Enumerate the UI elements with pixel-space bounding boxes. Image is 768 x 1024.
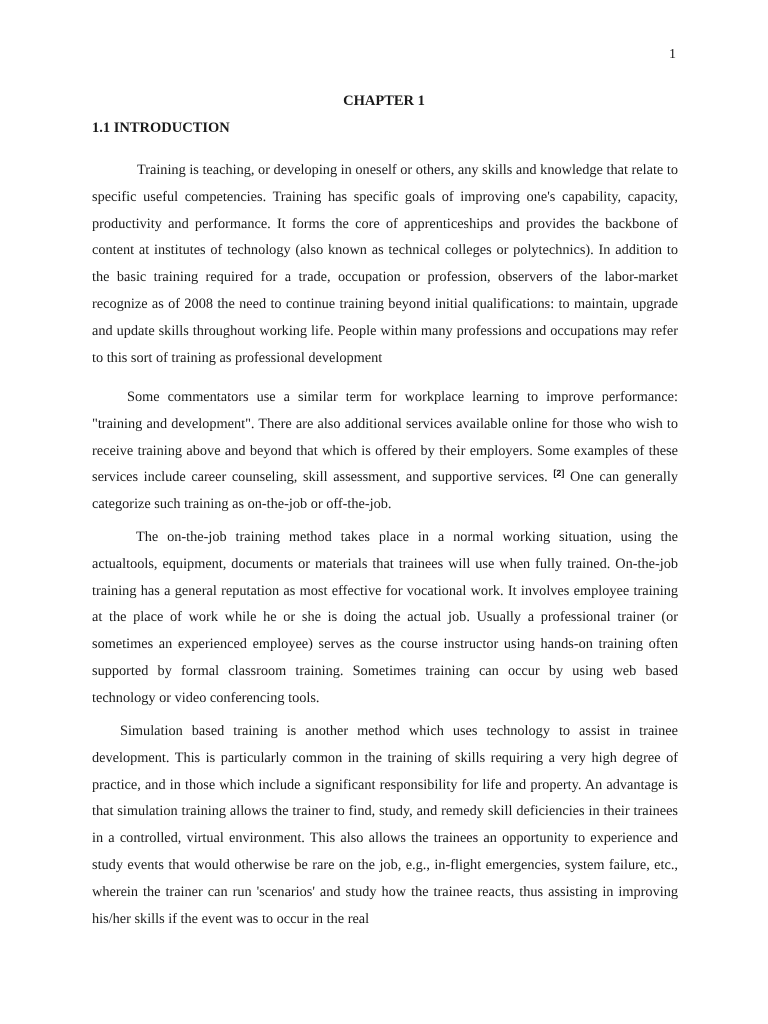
page-number: 1 bbox=[669, 47, 676, 62]
paragraph-on-the-job-training: The on-the-job training method takes place in a normal working situation, using the actualtools, equipment, documents or materials that trainees will use when fully trained. On-the-job training has a general reputation as most effective for vocational work. It involves employee training at the place of work while he or she is doing the actual job. Usually a professional trainer (or sometimes an experienced employee) serves as the course instructor using hands-on training often supported by formal classroom training. Sometimes training can occur by using web based technology or video conferencing tools. bbox=[92, 529, 678, 706]
section-heading: 1.1 INTRODUCTION bbox=[92, 120, 230, 136]
paragraph-training-and-development bbox=[92, 384, 678, 518]
paragraph-training-definition: Training is teaching, or developing in oneself or others, any skills and knowledge that relate to specific useful competencies. Training has specific goals of improving one's capability, capacity, productivity and performance. It forms the core of apprenticeships and provides the backbone of content at institutes of technology (also known as technical colleges or polytechnics). In addition to the basic training required for a trade, occupation or profession, observers of the labor-market recognize as of 2008 the need to continue training beyond initial qualifications: to maintain, upgrade and update skills throughout working life. People within many professions and occupations may refer to this sort of training as professional development bbox=[92, 162, 678, 366]
paragraph-text: One can generally categorize such training as on-the-job or off-the-job. bbox=[92, 469, 678, 513]
chapter-title: CHAPTER 1 bbox=[343, 93, 425, 109]
reference-marker[interactable]: [2] bbox=[553, 468, 565, 479]
paragraph-simulation-training: Simulation based training is another method which uses technology to assist in trainee development. This is particularly common in the training of skills requiring a very high degree of practice, and in those which include a significant responsibility for life and property. An advantage is that simulation training allows the trainer to find, study, and remedy skill deficiencies in their trainees in a controlled, virtual environment. This also allows the trainees an opportunity to experience and study events that would otherwise be rare on the job, e.g., in-flight emergencies, system failure, etc., wherein the trainer can run 'scenarios' and study how the trainee reacts, thus assisting in improving his/her skills if the event was to occur in the real bbox=[92, 723, 678, 927]
paragraph-text: Some commentators use a similar term for workplace learning to improve performance: "training and development". There are also additional services available online for those who wish to receive training above and beyond that which is offered by their employers. Some examples of these services include career counseling, skill assessment, and supportive services. bbox=[92, 389, 678, 486]
